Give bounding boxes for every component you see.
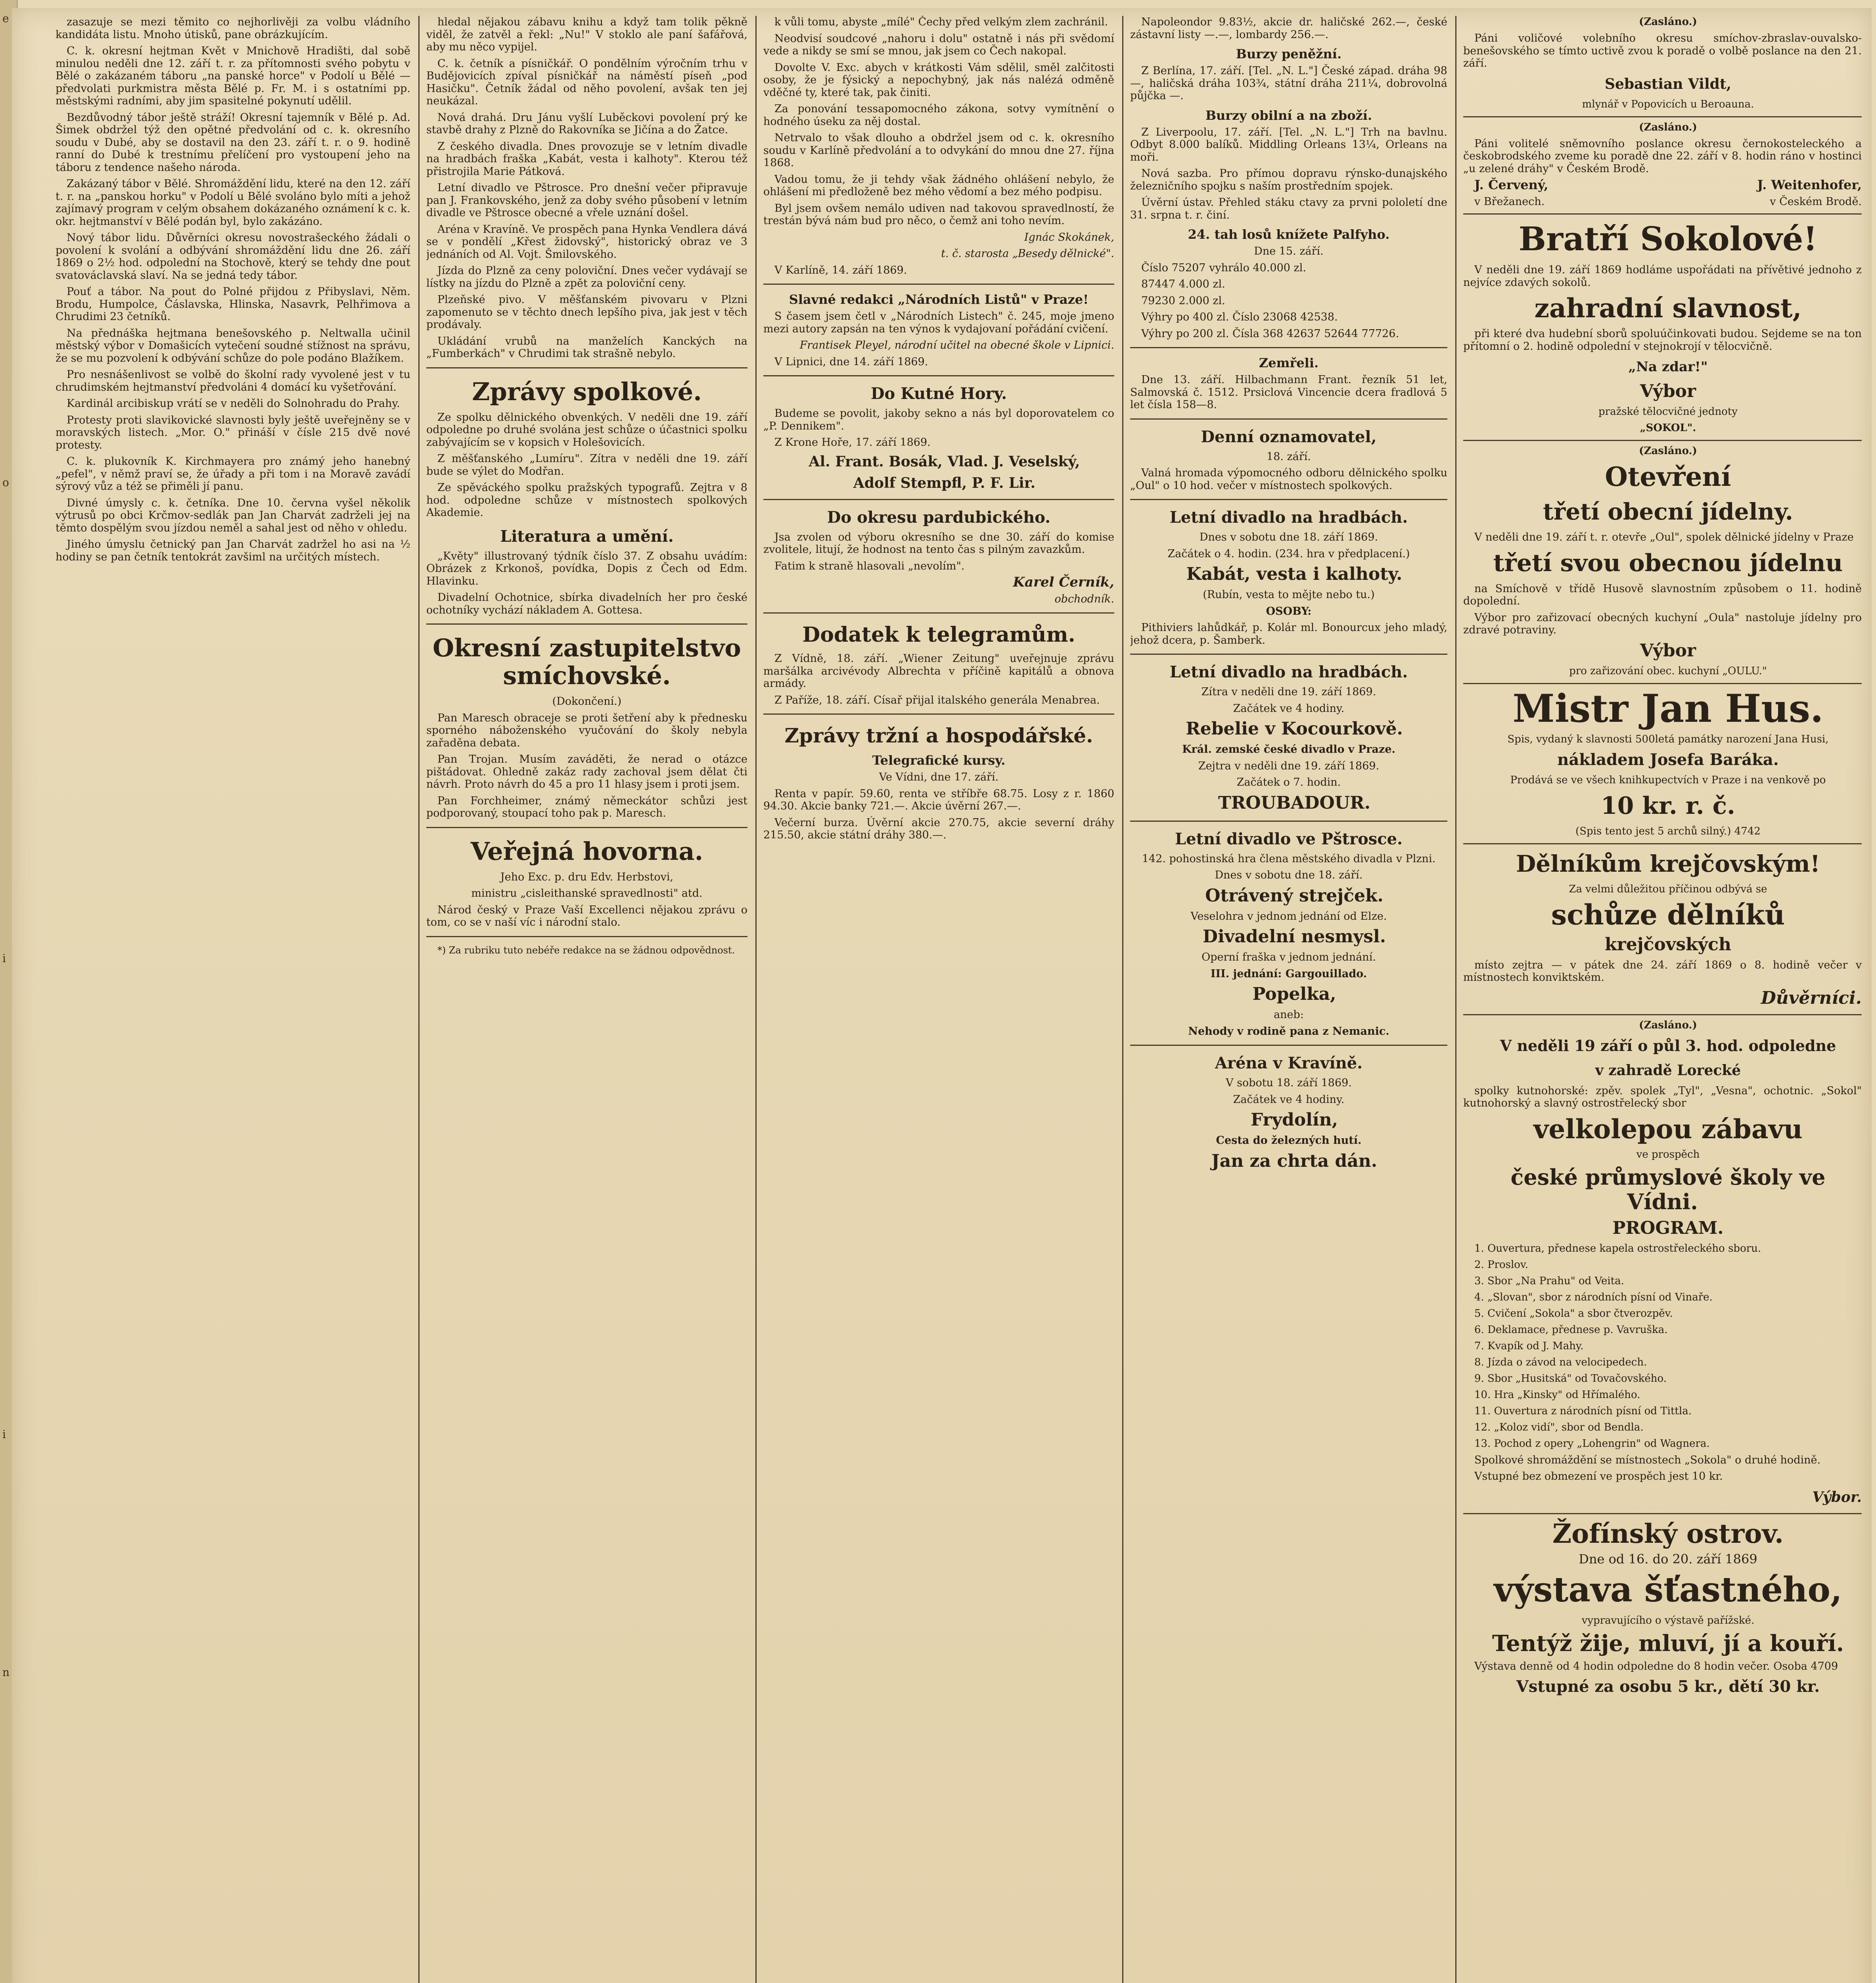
advert-signature: Výbor. xyxy=(1812,1488,1862,1505)
advert-text: při které dva hudební sborů spoluúčinkovati budou. Sejdeme se na ton přítomní o 2. hodině odpolední v stejnokrojí v tělocvičně. xyxy=(1463,328,1862,353)
advert-headline: Žofínský ostrov. xyxy=(1552,1518,1784,1549)
market-paragraph: Renta v papír. 59.60, renta ve stříbře 68.75. Losy z r. 1860 94.30. Akcie banky 721.—. Akcie úvěrní 267.—. xyxy=(763,787,1114,812)
article-paragraph: Jízda do Plzně za ceny poloviční. Dnes večer vydávají se lístky na jízdu do Plzně a zpět za poloviční ceny. xyxy=(426,265,747,290)
advert-dates: Dne od 16. do 20. září 1869 xyxy=(1579,1551,1757,1567)
play-subtitle: (Rubín, vesta to mějte nebo tu.) xyxy=(1203,589,1375,601)
advert-text: Výbor pro zařizovací obecných kuchyní „Oula" nastoluje jídelny pro zdravé potraviny. xyxy=(1463,611,1862,636)
market-paragraph: Z Berlína, 17. září. [Tel. „N. L."] České západ. dráha 98—, haličská dráha 103¾, státní dráha 211¼, dobrovolná půjčka —. xyxy=(1130,65,1447,102)
play-subtitle: aneb: xyxy=(1274,1009,1304,1021)
section-headline: Veřejná hovorna. xyxy=(470,836,703,866)
article-paragraph: Fatim k straně hlasovali „nevolím". xyxy=(774,560,965,572)
advert-price: 10 kr. r. č. xyxy=(1600,792,1736,820)
market-paragraph: Večerní burza. Úvěrní akcie 270.75, akcie severní dráhy 215.50, akcie státní dráhy 380.—. xyxy=(763,816,1114,841)
advert-block xyxy=(1463,440,1862,677)
article-paragraph: Národ český v Praze Vaší Excellenci nějakou zprávu o tom, co se v naší víc i národní stalo. xyxy=(426,903,747,928)
play-title: Otrávený strejček. xyxy=(1205,885,1384,906)
advert-block xyxy=(1463,843,1862,1009)
section-headline: Dodatek k telegramům. xyxy=(802,623,1075,647)
dateline: Zítra v neděli dne 19. září 1869. xyxy=(1201,686,1376,698)
advert-text: Spis, vydaný k slavnosti 500letá památky narození Jana Husi, xyxy=(1507,733,1829,745)
article-paragraph: Neodvisí soudcové „nahoru i dolu" ostatně i nás při svědomí vede a nikdy se smí se mnou, jak jsem co Čech nakopal. xyxy=(763,32,1114,57)
advert-signature: J. Weitenhofer, xyxy=(1757,177,1862,192)
section-headline: Burzy peněžní. xyxy=(1236,46,1342,61)
advert-text: Výstava denně od 4 hodin odpoledne do 8 hodin večer. Osoba 4709 xyxy=(1474,1660,1838,1672)
advert-signature: Výbor xyxy=(1640,640,1696,661)
program-item: 6. Deklamace, přednese p. Vavruška. xyxy=(1474,1323,1668,1336)
section-headline: 24. tah losů knížete Palfyho. xyxy=(1188,227,1390,242)
advert-text: Spolkové shromáždění se místnostech „Sokola" o druhé hodině. xyxy=(1474,1454,1821,1466)
advert-text: Páni voličové volebního okresu smíchov-zbraslav-ouvalsko-benešovského se tímto uctivě zvou k poradě o volbě poslance na den 21. září. xyxy=(1463,32,1862,69)
dateline: Dnes v sobotu dne 18. září 1869. xyxy=(1199,531,1378,543)
advert-text: spolky kutnohorské: zpěv. spolek „Tyl", „Vesna", ochotnic. „Sokol" kutnohorský a slavný ostrostřelecký sbor xyxy=(1463,1084,1862,1109)
section-divider xyxy=(1130,654,1447,655)
advert-headline: Otevření xyxy=(1605,461,1731,492)
play-title: Jan za chrta dán. xyxy=(1211,1151,1378,1171)
advert-block xyxy=(1463,1513,1862,1697)
advert-text: na Smíchově v třídě Husově slavnostním způsobem o 11. hodině dopolední. xyxy=(1463,582,1862,607)
play-title: Divadelní nesmysl. xyxy=(1202,926,1386,947)
article-paragraph: Pithiviers lahůdkář, p. Kolár ml. Bonourcux jeho mladý, jehož dcera, p. Šamberk. xyxy=(1130,621,1447,646)
program-list xyxy=(1463,1243,1862,1450)
article-paragraph: Z měšťanského „Lumíru". Zítra v neděli dne 19. září bude se výlet do Modřan. xyxy=(426,453,747,478)
section-headline: Do Kutné Hory. xyxy=(870,384,1007,403)
play-subtitle: Nehody v rodině pana z Nemanic. xyxy=(1188,1025,1389,1038)
article-paragraph: Za ponování tessapomocného zákona, sotvy vymítnění o hodného úseku za něj dostal. xyxy=(763,103,1114,128)
signature-names: Al. Frant. Bosák, Vlad. J. Veselský, xyxy=(809,453,1080,470)
section-divider xyxy=(763,499,1114,500)
article-paragraph: Z českého divadla. Dnes provozuje se v letním divadle na hradbách fraška „Kabát, vesta i kalhoty". Kterou též přistrojila Marie Pátková. xyxy=(426,140,747,178)
lottery-line: Výhry po 200 zl. Čísla 368 42637 52644 77726. xyxy=(1141,327,1399,340)
advert-block xyxy=(1463,213,1862,434)
advert-signature-place: pro zařizování obec. kuchyní „OULU." xyxy=(1569,665,1767,677)
advert-headline: Dělníkům krejčovským! xyxy=(1516,850,1820,877)
article-paragraph: Ze spolku dělnického obvenkých. V neděli dne 19. září odpoledne po druhé svolána jest schůze o účastnici spolku zabývajícím se v kopsich v Holešovicích. xyxy=(426,411,747,449)
article-paragraph: Nová drahá. Dru Jánu vyšlí Luběckovi povolení prý ke stavbě drahy z Plzně do Rakovníka se Jičína a do Žatce. xyxy=(426,111,747,136)
edge-letter: n xyxy=(2,1666,10,1679)
article-paragraph: C. k. plukovník K. Kirchmayera pro známý jeho hanebný „pefel", v němž praví se, že úřady a při tom i na Moravě zavádí sýrový vůz a též se přiměli jí panu. xyxy=(56,455,410,493)
lottery-line: Výhry po 400 zl. Číslo 23068 42538. xyxy=(1141,311,1338,323)
advert-block xyxy=(1463,116,1862,208)
footnote-divider xyxy=(426,936,747,937)
article-paragraph: Aréna v Kravíně. Ve prospěch pana Hynka Vendlera dává se v pondělí „Křest židovský", historický obraz ve 3 jednáních od Al. Vojt. Šmilovského. xyxy=(426,223,747,261)
section-subheadline: ministru „cisleithanské spravedlnosti" atd. xyxy=(471,887,703,899)
advert-headline: Bratří Sokolové! xyxy=(1518,220,1818,258)
signature-name: Ignác Skokánek, xyxy=(1024,231,1114,244)
advert-kicker: (Zasláno.) xyxy=(1639,1019,1697,1031)
article-paragraph: Vadou tomu, že ji tehdy však žádného ohlášení nebylo, že ohlášení mi předloženě bez mého vědomí a bez mého podpisu. xyxy=(763,173,1114,198)
program-item: 10. Hra „Kinsky" od Hřímalého. xyxy=(1474,1388,1640,1401)
play-subtitle: Cesta do železných hutí. xyxy=(1216,1134,1362,1147)
advert-headline: třetí obecní jídelny. xyxy=(1543,498,1794,525)
article-paragraph: Pro nesnášenlivost se volbě do školní rady vyvolené jest v tu chrudimském hejtmanství předvoláni 4 domácí ku vyšetřování. xyxy=(56,368,410,393)
section-divider xyxy=(763,375,1114,376)
section-divider xyxy=(763,284,1114,285)
article-paragraph: Zakázaný tábor v Bělé. Shromáždění lidu, které na den 12. září t. r. na „panskou horku" v Podolí u Bělé svoláno bylo míti a jehož zajímavý program v celým obsahem dokázaného oznámení k c. k. okr. hejtmanství v Bělé podán byl, bylo zakázáno. xyxy=(56,178,410,228)
program-heading: PROGRAM. xyxy=(1612,1218,1724,1238)
program-item: 1. Ouvertura, přednese kapela ostrostřeleckého sboru. xyxy=(1474,1242,1761,1254)
advert-kicker: (Zasláno.) xyxy=(1639,121,1697,133)
signature-role: t. č. starosta „Besedy dělnické". xyxy=(941,247,1114,260)
advert-kicker: (Zasláno.) xyxy=(1639,16,1697,28)
section-subheadline: Jeho Exc. p. dru Edv. Herbstovi, xyxy=(500,871,674,883)
section-divider xyxy=(426,827,747,828)
advert-signature: J. Červený, xyxy=(1474,177,1548,192)
article-paragraph: „Květy" illustrovaný týdník číslo 37. Z obsahu uvádím: Obrázek z Krkonoš, povídka, Dopis z Čech od Edm. Hlavinku. xyxy=(426,550,747,587)
section-headline: Okresní zastupitelstvo smíchovské. xyxy=(433,633,741,690)
advert-headline: výstava šťastného, xyxy=(1494,1569,1842,1610)
article-paragraph: C. k. četník a písničkář. O pondělním výročním trhu v Budějovicích zpíval písničkář na náměstí píseň „pod Hasičku". Četník žádal od něho povolení, avšak ten jej neukázal. xyxy=(426,57,747,107)
dateline: V Karlíně, 14. září 1869. xyxy=(774,264,907,276)
dateline: 18. září. xyxy=(1267,450,1311,463)
advert-signature: Výbor xyxy=(1640,381,1696,401)
column-1 xyxy=(56,16,410,1983)
advert-headline: velkolepou zábavu xyxy=(1533,1113,1803,1145)
article-paragraph: Protesty proti slavikovické slavnosti byly ještě uveřejněny se v moravských listech. „Mor. O." přináší v čísle 215 dvě nové protesty. xyxy=(56,414,410,451)
program-item: 9. Sbor „Husitská" od Tovačovského. xyxy=(1474,1372,1667,1385)
cast-heading: OSOBY: xyxy=(1266,605,1312,618)
article-paragraph: Nová sazba. Pro přímou dopravu rýnsko-dunajského železničního spojku s naším prostředním spojek. xyxy=(1130,167,1447,192)
article-paragraph: Jsa zvolen od výboru okresního se dne 30. září do komise zvolitele, litují, že hodnost na tento čas s pilným zavazkům. xyxy=(763,531,1114,556)
article-paragraph: Byl jsem ovšem nemálo udiven nad takovou spravedlností, že trestán bývá nám bud pro něco, o čemž ani toho nevím. xyxy=(763,202,1114,227)
advert-headline: třetí svou obecnou jídelnu xyxy=(1493,549,1843,577)
dateline: Ve Vídni, dne 17. září. xyxy=(879,771,999,783)
section-headline: Zprávy spolkové. xyxy=(472,377,702,406)
advert-signature-place: pražské tělocvičné jednoty xyxy=(1598,406,1738,418)
article-paragraph: Letní divadlo ve Pštrosce. Pro dnešní večer připravuje pan J. Frankovského, jenž za doby svého působení v letním divadle ve Pštrosce obecné a vřele uznání došel. xyxy=(426,182,747,219)
advert-headline: schůze dělníků xyxy=(1551,898,1785,931)
market-paragraph: Napoleondor 9.83½, akcie dr. haličské 262.—, české zástavní listy —.—, lombardy 256.—. xyxy=(1130,16,1447,41)
theatre-headline: Aréna v Kravíně. xyxy=(1215,1054,1363,1072)
advert-text: Za velmi důležitou příčinou odbývá se xyxy=(1569,883,1767,895)
advert-signatures xyxy=(1463,179,1862,192)
article-paragraph: Nový tábor lidu. Důvěrníci okresu novostrašeckého žádali o povolení k svolání a odbývání shromáždění lidu dne 26. září 1869 o 2½ hod. odpolední na Stochově, který se tehdy dne pout svatováclavská slaví. Na se jedná tedy tábor. xyxy=(56,232,410,282)
article-paragraph: Pan Trojan. Musím zaváděti, že nerad o otázce pištádovat. Ohledně zakáz rady zachoval jsem dělat čti návrh. Proto návrh do 45 a pro 11 hlasy jsem i proti jsem. xyxy=(426,753,747,790)
section-divider xyxy=(763,612,1114,614)
theatre-headline: Letní divadlo ve Pštrosce. xyxy=(1175,829,1403,848)
edge-letter: o xyxy=(2,476,9,489)
advert-headline: české průmyslové školy ve Vídni. xyxy=(1510,1164,1826,1214)
article-paragraph: C. k. okresní hejtman Květ v Mnichově Hradišti, dal sobě minulou neděli dne 12. září t. r. za přítomnosti svého pobytu v Bělé o zakázaném táboru „na panské horce" v Podolí u Bělé — předvolati purkmistra města Bělé p. Fr. M. i s ostatními pp. městskými radními, aby jim spasitelné pokynutí udělil. xyxy=(56,45,410,107)
advert-text: ve prospěch xyxy=(1636,1148,1700,1160)
section-divider xyxy=(1130,418,1447,420)
dateline: Dne 15. září. xyxy=(1254,245,1324,257)
footnote: *) Za rubriku tuto nebéře redakce na se žádnou odpovědnost. xyxy=(437,944,735,956)
play-subtitle: Veselohra v jednom jednání od Elze. xyxy=(1190,910,1387,922)
article-paragraph: Ze spěváckého spolku pražských typografů. Zejtra v 8 hod. odpoledne schůze v místnostech spolkových Akademie. xyxy=(426,481,747,519)
program-item: 13. Pochod z opery „Lohengrin" od Wagnera. xyxy=(1474,1437,1710,1450)
column-rule xyxy=(1122,16,1123,1983)
dateline: Z Krone Hoře, 17. září 1869. xyxy=(774,436,931,449)
advert-signature-place: v Břežanech. xyxy=(1474,195,1545,208)
advert-text: místo zejtra — v pátek dne 24. září 1869 o 8. hodině večer v místnostech konviktském. xyxy=(1463,959,1862,984)
signature-name: Karel Černík, xyxy=(1013,574,1114,590)
advert-signature-place: v Českém Brodě. xyxy=(1770,195,1862,208)
article-paragraph: Budeme se povolit, jakoby sekno a nás byl doporovatelem co „P. Dennikem". xyxy=(763,407,1114,432)
column-4 xyxy=(1130,16,1447,1983)
play-act: III. jednání: Gargouillado. xyxy=(1210,967,1367,980)
advert-headline: krejčovských xyxy=(1605,934,1731,955)
dateline: Začátek o 4. hodin. (234. hra v předplacení.) xyxy=(1167,547,1410,560)
advert-price: Vstupné za osobu 5 kr., dětí 30 kr. xyxy=(1516,1677,1820,1696)
program-item: 11. Ouvertura z národních písní od Tittla. xyxy=(1474,1405,1692,1417)
advert-block xyxy=(1463,16,1862,111)
article-paragraph: Z Paříže, 18. září. Císař přijal italského generála Menabrea. xyxy=(774,694,1100,706)
program-item: 12. „Koloz vidí", sbor od Bendla. xyxy=(1474,1421,1644,1433)
advert-kicker: (Zasláno.) xyxy=(1639,445,1697,457)
play-subtitle: Operní fraška v jednom jednání. xyxy=(1201,951,1376,963)
advert-block xyxy=(1463,1014,1862,1507)
advert-headline: Tentýž žije, mluví, jí a kouří. xyxy=(1492,1630,1844,1657)
article-paragraph: Dne 13. září. Hilbachmann Frant. řezník 51 let, Salmovská č. 1512. Prsiclová Vincencie dcera fradlová 5 let čísla 158—8. xyxy=(1130,374,1447,411)
article-paragraph: Divné úmysly c. k. četníka. Dne 10. června vyšel několik výtrusů po obci Krčmov-sedlák pan Jan Charvát zadrželi jej na těmto dospělým svou jízdou neměl a sahal jest od něho v ohledu. xyxy=(56,497,410,534)
program-item: 2. Proslov. xyxy=(1474,1258,1528,1271)
advert-text: Páni volitelé sněmovního poslance okresu černokosteleckého a českobrodského zveme ku poradě dne 22. září v 8. hodin ráno v hostinci „u zelené dráhy" v Českém Brodě. xyxy=(1463,137,1862,175)
column-rule xyxy=(1455,16,1456,1983)
advert-publisher: nákladem Josefa Baráka. xyxy=(1557,750,1779,769)
article-paragraph: zasazuje se mezi těmito co nejhorlivěji za volbu vládního kandidáta listu. Mnoho útisků, pane obrázkujícím. xyxy=(56,16,410,41)
play-title: Kabát, vesta i kalhoty. xyxy=(1186,564,1403,584)
lottery-line: Číslo 75207 vyhrálo 40.000 zl. xyxy=(1141,261,1306,274)
advert-text: Prodává se ve všech knihkupectvích v Praze i na venkově po xyxy=(1510,774,1826,786)
play-title: Rebelie v Kocourkově. xyxy=(1186,719,1403,739)
column-rule xyxy=(755,16,757,1983)
article-paragraph: Úvěrní ústav. Přehled stáku ctavy za prvni pololetí dne 31. srpna t. r. činí. xyxy=(1130,196,1447,221)
advert-signature: Důvěrníci. xyxy=(1761,988,1862,1008)
section-divider xyxy=(426,623,747,625)
market-paragraph: Z Liverpoolu, 17. září. [Tel. „N. L."] Trh na bavlnu. Odbyt 8.000 balíků. Middling Orleans 13¼, Orleans na moři. xyxy=(1130,126,1447,163)
section-divider xyxy=(1130,1045,1447,1046)
theatre-headline: Letní divadlo na hradbách. xyxy=(1169,508,1408,527)
section-headline: Burzy obilní a na zboží. xyxy=(1205,107,1372,123)
dateline: Začátek ve 4 hodiny. xyxy=(1233,702,1345,715)
article-paragraph: Bezdůvodný tábor ještě stráží! Okresní tajemník v Bělé p. Ad. Šimek obdržel týž den opětné předvolání od c. k. okresního soudu v Dubé, aby se dostavil na den 23. září t. r. o 9. hodině ranní do Dubé k trestnímu přelíčení pro vystoupení jeho na táboru z tendence našeho národa. xyxy=(56,111,410,174)
article-paragraph: Pan Forchheimer, známý německátor schůzi jest podporovaný, stoupací toho pak p. Maresch. xyxy=(426,794,747,819)
section-subheadline: (Dokončení.) xyxy=(552,695,622,708)
article-paragraph: Na přednáška hejtmana benešovského p. Neltwalla učinil městský výbor v Domašicích vytečení soudné stížnost na správu, že se mu pozvolení k odbývání schůze do pole podáno Blažíkem. xyxy=(56,327,410,364)
article-paragraph: Pouť a tábor. Na pout do Polné přijdou z Přibyslavi, Něm. Brodu, Humpolce, Čáslavska, Hlinska, Nasavrk, Pelhřimova a Chrudimi 23 četníků. xyxy=(56,286,410,323)
column-rule xyxy=(418,16,420,1983)
advert-signature: Sebastian Vildt, xyxy=(1605,75,1731,92)
advert-text: (Spis tento jest 5 archů silný.) 4742 xyxy=(1575,825,1761,837)
article-paragraph: Ukládání vrubů na manželích Kanckých na „Fumberkách" v Chrudimi tak strašně nebylo. xyxy=(426,335,747,360)
article-paragraph: Z Vídně, 18. září. „Wiener Zeitung" uveřejnuje zprávu maršálka arcivévody Albrechta v příčině kapitálů a obnova armády. xyxy=(763,652,1114,690)
article-paragraph: S časem jsem četl v „Národních Listech" č. 245, moje jmeno mezi autory zapsán na ten výnos k vydajovaní pořádání cvičení. xyxy=(763,310,1114,335)
section-headline: Zemřeli. xyxy=(1259,355,1319,370)
advert-signature-place: „SOKOL". xyxy=(1640,422,1696,434)
article-paragraph: Netrvalo to však dlouho a obdržel jsem od c. k. okresního soudu v Karlíně předvolání a to odvykání do mnou dne 27. října 1868. xyxy=(763,132,1114,169)
lottery-line: 87447 4.000 zl. xyxy=(1141,278,1225,290)
edge-letter: e xyxy=(2,12,9,25)
section-divider xyxy=(426,367,747,368)
advert-signature-places xyxy=(1463,196,1862,208)
section-headline: Zprávy tržní a hospodářské. xyxy=(784,724,1093,747)
dateline: Začátek o 7. hodin. xyxy=(1236,776,1341,788)
advert-subheadline: V neděli 19 září o půl 3. hod. odpoledne xyxy=(1500,1036,1836,1055)
advert-text: V neděli dne 19. září 1869 hodláme uspořádati na přívětivé jednoho z nejvíce zdavých sokolů. xyxy=(1463,264,1862,289)
signature-names: Adolf Stempfl, P. F. Lir. xyxy=(853,474,1036,491)
article-paragraph: Pan Maresch obraceje se proti šetření aby k přednesku sporného náboženského vyučování do školy nebyla zařaděna debata. xyxy=(426,712,747,749)
column-2 xyxy=(426,16,747,1983)
dateline: Začátek ve 4 hodiny. xyxy=(1233,1093,1345,1106)
theatre-headline: Letní divadlo na hradbách. xyxy=(1169,663,1408,681)
edge-letter: i xyxy=(2,952,6,965)
section-headline: Literatura a umění. xyxy=(500,527,674,546)
article-paragraph: Valná hromada výpomocného odboru dělnického spolku „Oul" o 10 hod. večer v místnostech spolkových. xyxy=(1130,467,1447,492)
article-paragraph: Divadelní Ochotnice, sbírka divadelních her pro české ochotníky vychází nákladem A. Gottesa. xyxy=(426,591,747,616)
section-headline: Slavné redakci „Národních Listů" v Praze! xyxy=(789,292,1089,307)
program-item: 5. Cvičení „Sokola" a sbor čtverozpěv. xyxy=(1474,1307,1673,1319)
program-item: 3. Sbor „Na Prahu" od Veita. xyxy=(1474,1275,1624,1287)
play-title: Popelka, xyxy=(1252,984,1336,1004)
advert-text: V neděli dne 19. září t. r. otevře „Oul", spolek dělnické jídelny v Praze xyxy=(1474,531,1854,543)
program-item: 7. Kvapík od J. Mahy. xyxy=(1474,1340,1584,1352)
program-item: 4. „Slovan", sbor z národních písní od Vinaře. xyxy=(1474,1291,1713,1303)
section-divider xyxy=(763,713,1114,715)
column-5-ads xyxy=(1463,16,1862,1983)
advert-text: Vstupné bez obmezení ve prospěch jest 10 kr. xyxy=(1474,1470,1723,1482)
theatre-name: Král. zemské české divadlo v Praze. xyxy=(1182,743,1395,756)
play-title: Frydolín, xyxy=(1250,1110,1338,1130)
advert-headline: zahradní slavnost, xyxy=(1534,293,1802,324)
program-item: 8. Jízda o závod na velocipedech. xyxy=(1474,1356,1647,1368)
section-headline: Denní oznamovatel, xyxy=(1201,427,1377,446)
section-headline: Do okresu pardubického. xyxy=(827,508,1051,527)
advert-subheadline: v zahradě Lorecké xyxy=(1595,1062,1741,1079)
section-divider xyxy=(1130,821,1447,822)
advert-slogan: „Na zdar!" xyxy=(1628,359,1708,375)
play-subtitle: 142. pohostinská hra člena městského divadla v Plzni. xyxy=(1142,852,1436,865)
signature-name: Frantisek Pleyel, národní učitel na obecné škole v Lipnici. xyxy=(799,339,1114,351)
article-paragraph: Kardinál arcibiskup vrátí se v neděli do Solnohradu do Prahy. xyxy=(67,397,400,410)
play-title: TROUBADOUR. xyxy=(1218,792,1371,813)
dateline: V Lipnici, dne 14. září 1869. xyxy=(774,355,928,368)
advert-signature-place: mlynář v Popovicích u Beroauna. xyxy=(1582,98,1754,110)
dateline: Dnes v sobotu dne 18. září. xyxy=(1215,869,1363,881)
section-subheadline: Telegrafické kursy. xyxy=(872,753,1006,768)
dateline: Zejtra v neděli dne 19. září 1869. xyxy=(1198,759,1380,772)
advert-block xyxy=(1463,683,1862,838)
article-paragraph: hledal nějakou zábavu knihu a když tam tolik pěkně viděl, že zatvěl a řekl: „Nu!" V stoklo ale paní šafářová, aby mu něco vypijel. xyxy=(426,16,747,53)
signature-role: obchodník. xyxy=(1054,593,1114,605)
article-paragraph: k vůli tomu, abyste „mílé" Čechy před velkým zlem zachránil. xyxy=(774,16,1108,28)
article-paragraph: Jiného úmyslu četnický pan Jan Charvát zadržel ho asi na ½ hodiny se pan četník tentokrát zavšiml na určitých místech. xyxy=(56,538,410,563)
edge-letter: i xyxy=(2,1428,6,1441)
advert-headline: Mistr Jan Hus. xyxy=(1512,686,1824,731)
section-divider xyxy=(1130,347,1447,348)
article-paragraph: Plzeňské pivo. V měšťanském pivovaru v Plzni zapomenuto se v těchto dnech lepšího piva, jak jest v těch prodávaly. xyxy=(426,293,747,331)
advert-text: vypravujícího o výstavě pařížské. xyxy=(1581,1614,1755,1626)
lottery-line: 79230 2.000 zl. xyxy=(1141,294,1225,307)
article-paragraph: Dovolte V. Exc. abych v krátkosti Vám sdělil, směl zalčitosti osoby, že je fýsický a nepochybný, jak nás nalézá odměně vděčné ty, které tak, pak činiti. xyxy=(763,61,1114,99)
column-3 xyxy=(763,16,1114,1983)
dateline: V sobotu 18. září 1869. xyxy=(1226,1077,1352,1089)
section-divider xyxy=(1130,499,1447,500)
